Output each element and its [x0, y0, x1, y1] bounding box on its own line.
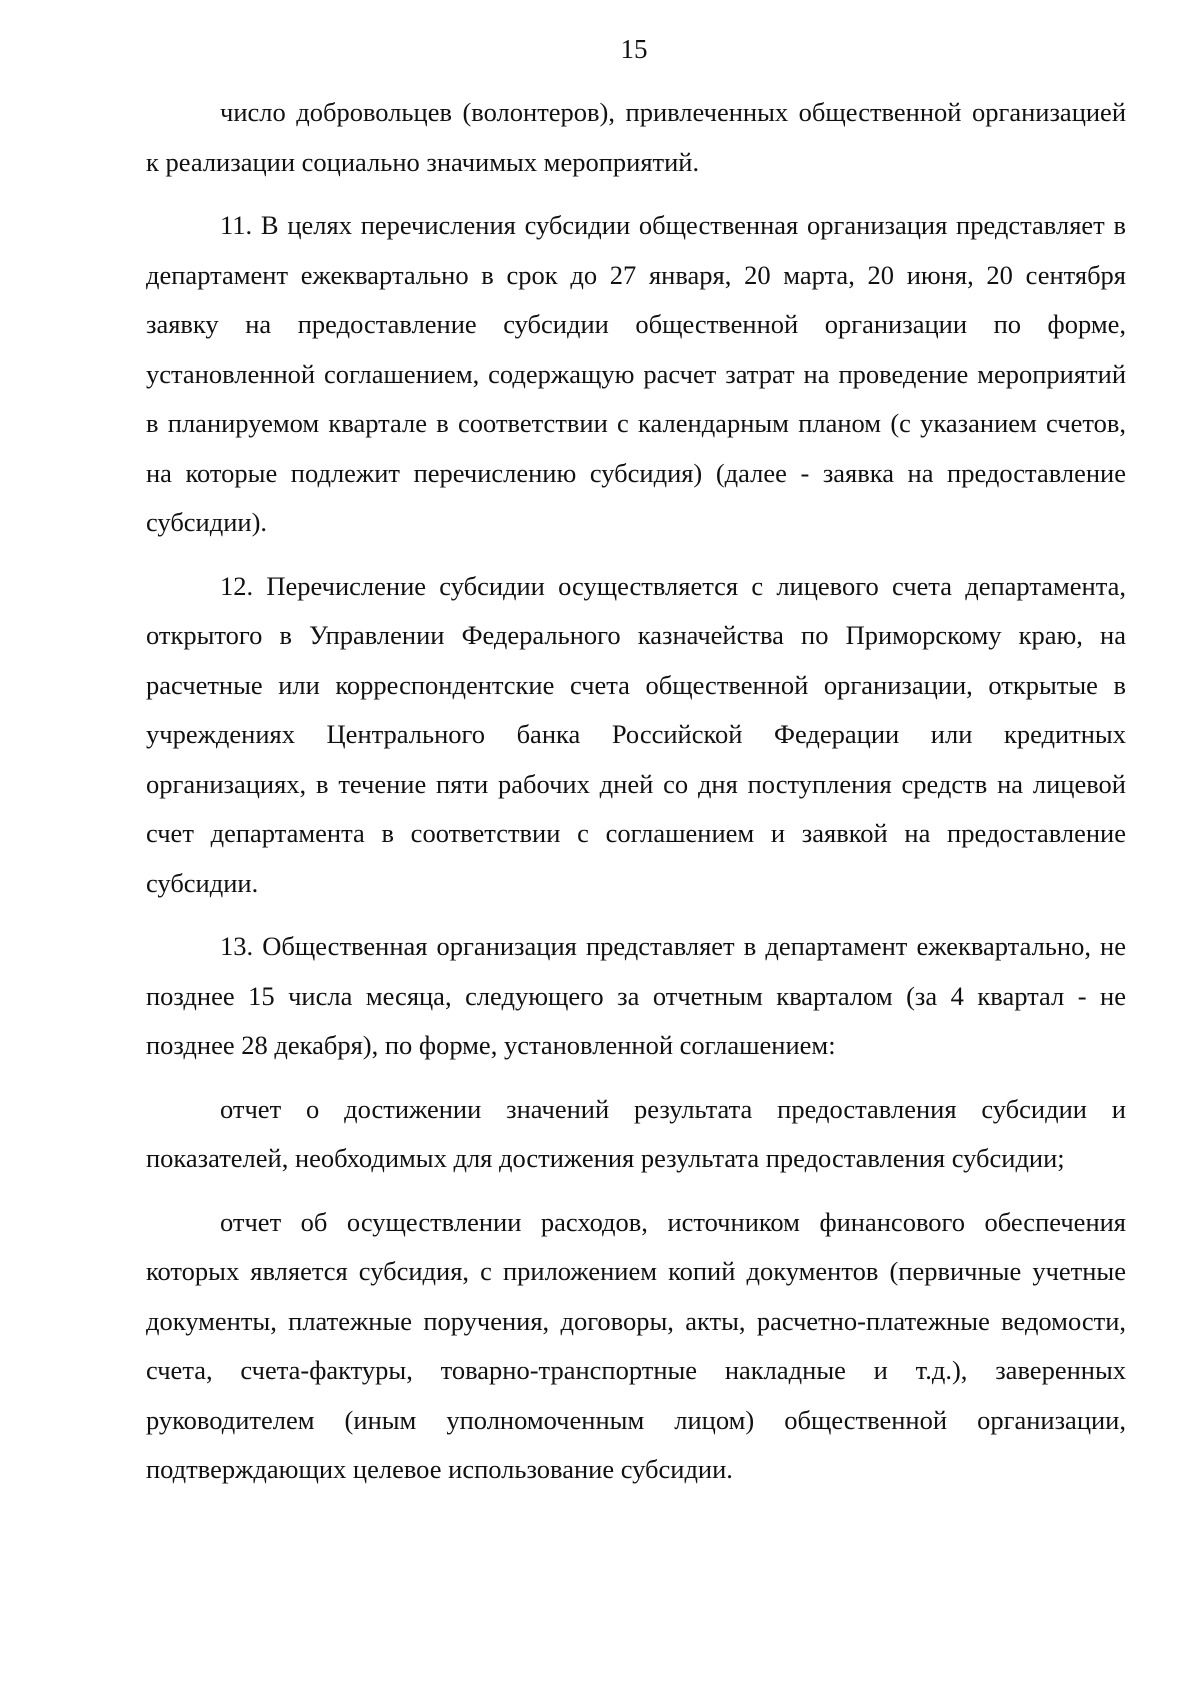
paragraph-13-quarterly-reports: 13. Общественная организация представляет в департамент ежеквартально, не позднее 15 числа месяца, следующего за отчетным кварталом (за 4 квартал - не позднее 28 декабря), по форме, установленной соглашением: — [146, 931, 1126, 1060]
document-body — [146, 88, 1126, 1495]
paragraph-volunteers-count: число добровольцев (волонтеров), привлеченных общественной организацией к реализации социально значимых мероприятий. — [146, 97, 1126, 177]
page-number: 15 — [620, 34, 648, 64]
paragraph-11-subsidy-application: 11. В целях перечисления субсидии общественная организация представляет в департамент ежеквартально в срок до 27 января, 20 марта, 20 июня, 20 сентября заявку на предоставление субсидии общественной организации по форме, установленной соглашением, содержащую расчет затрат на проведение мероприятий в планируемом квартале в соответствии с календарным планом (с указанием счетов, на которые подлежит перечислению субсидия) (далее - заявка на предоставление субсидии). — [146, 210, 1126, 537]
paragraph-12-subsidy-transfer: 12. Перечисление субсидии осуществляется с лицевого счета департамента, открытого в Управлении Федерального казначейства по Приморскому краю, на расчетные или корреспондентские счета общественной организации, открытые в учреждениях Центрального банка Российской Федерации или кредитных организациях, в течение пяти рабочих дней со дня поступления средств на лицевой счет департамента в соответствии с соглашением и заявкой на предоставление субсидии. — [146, 570, 1126, 898]
paragraph-results-report: отчет о достижении значений результата предоставления субсидии и показателей, необходимых для достижения результата предоставления субсидии; — [146, 1093, 1126, 1173]
paragraph-expenses-report: отчет об осуществлении расходов, источником финансового обеспечения которых является субсидия, с приложением копий документов (первичные учетные документы, платежные поручения, договоры, акты, расчетно-платежные ведомости, счета, счета-фактуры, товарно-транспортные накладные и т.д.), заверенных руководителем (иным уполномоченным лицом) общественной организации, подтверждающих целевое использование субсидии. — [146, 1206, 1126, 1484]
